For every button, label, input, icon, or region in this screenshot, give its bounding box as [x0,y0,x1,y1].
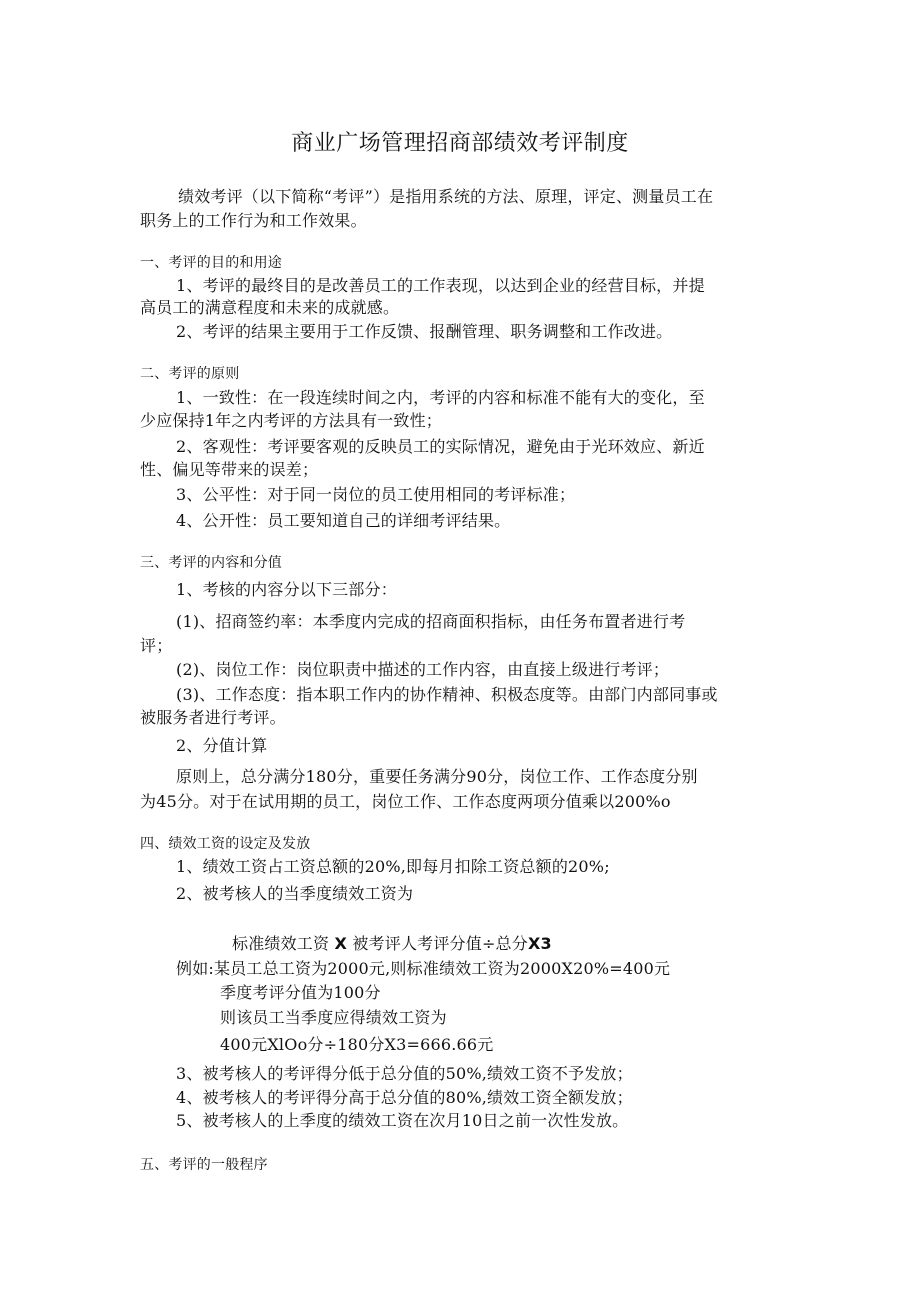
example-line-2: 季度考评分值为100分 [220,983,381,1002]
section-2-line-3: 2、客观性：考评要客观的反映员工的实际情况，避免由于光环效应、新近 [176,437,705,456]
section-2-line-6: 4、公开性：员工要知道自己的详细考评结果。 [176,511,511,530]
section-2-line-2: 少应保持1年之内考评的方法具有一致性； [140,411,442,430]
formula-line [232,934,552,954]
section-2-line-4: 性、偏见等带来的误差； [140,460,319,479]
section-1-heading: 一、考评的目的和用途 [140,255,282,271]
section-3-line-4: (2)、岗位工作：岗位职责中描述的工作内容，由直接上级进行考评； [176,660,670,679]
example-line-3: 则该员工当季度应得绩效工资为 [220,1008,447,1027]
section-4-line-3: 3、被考核人的考评得分低于总分值的50%,绩效工资不予发放； [176,1064,633,1083]
section-4-line-4: 4、被考核人的考评得分高于总分值的80%,绩效工资全额发放； [176,1088,633,1107]
intro-line-2: 职务上的工作行为和工作效果。 [140,211,367,230]
section-3-line-6: 被服务者进行考评。 [140,708,286,727]
section-1-line-3: 2、考评的结果主要用于工作反馈、报酬管理、职务调整和工作改进。 [176,322,673,341]
example-line-4: 400元XlOo分÷180分X3=666.66元 [220,1035,494,1054]
section-1-line-2: 高员工的满意程度和未来的成就感。 [140,298,400,317]
section-3-line-8: 原则上，总分满分180分，重要任务满分90分，岗位工作、工作态度分别 [176,767,698,786]
section-3-line-2: (1)、招商签约率：本季度内完成的招商面积指标，由任务布置者进行考 [176,612,686,631]
intro-line-1: 绩效考评（以下简称“考评”）是指用系统的方法、原理，评定、测量员工在 [178,187,714,206]
section-2-heading: 二、考评的原则 [140,366,240,382]
section-4-heading: 四、绩效工资的设定及发放 [140,836,311,852]
section-4-line-2: 2、被考核人的当季度绩效工资为 [176,884,414,903]
section-3-line-9: 为45分。对于在试用期的员工，岗位工作、工作态度两项分值乘以200%o [140,792,671,811]
document-title: 商业广场管理招商部绩效考评制度 [291,131,629,156]
section-4-line-1: 1、绩效工资占工资总额的20%,即每月扣除工资总额的20%; [176,857,610,876]
section-3-line-3: 评； [140,636,173,655]
formula-multiply-x: X [334,934,348,953]
section-2-line-5: 3、公平性：对于同一岗位的员工使用相同的考评标准； [176,485,576,504]
section-3-line-1: 1、考核的内容分以下三部分： [176,580,397,599]
section-4-line-5: 5、被考核人的上季度的绩效工资在次月10日之前一次性发放。 [176,1111,629,1130]
example-line-1: 例如:某员工总工资为2000元,则标准绩效工资为2000X20%=400元 [176,959,671,978]
formula-part-2: 被考评人考评分值÷总分 [352,934,528,953]
section-3-heading: 三、考评的内容和分值 [140,555,282,571]
formula-times-three: X3 [527,934,552,953]
formula-part-1: 标准绩效工资 [232,934,330,953]
section-2-line-1: 1、一致性：在一段连续时间之内，考评的内容和标准不能有大的变化，至 [176,388,705,407]
section-5-heading: 五、考评的一般程序 [140,1157,268,1173]
section-1-line-1: 1、考评的最终目的是改善员工的工作表现，以达到企业的经营目标，并提 [176,276,705,295]
section-3-line-7: 2、分值计算 [176,736,268,755]
section-3-line-5: (3)、工作态度：指本职工作内的协作精神、积极态度等。由部门内部同事或 [176,685,718,704]
